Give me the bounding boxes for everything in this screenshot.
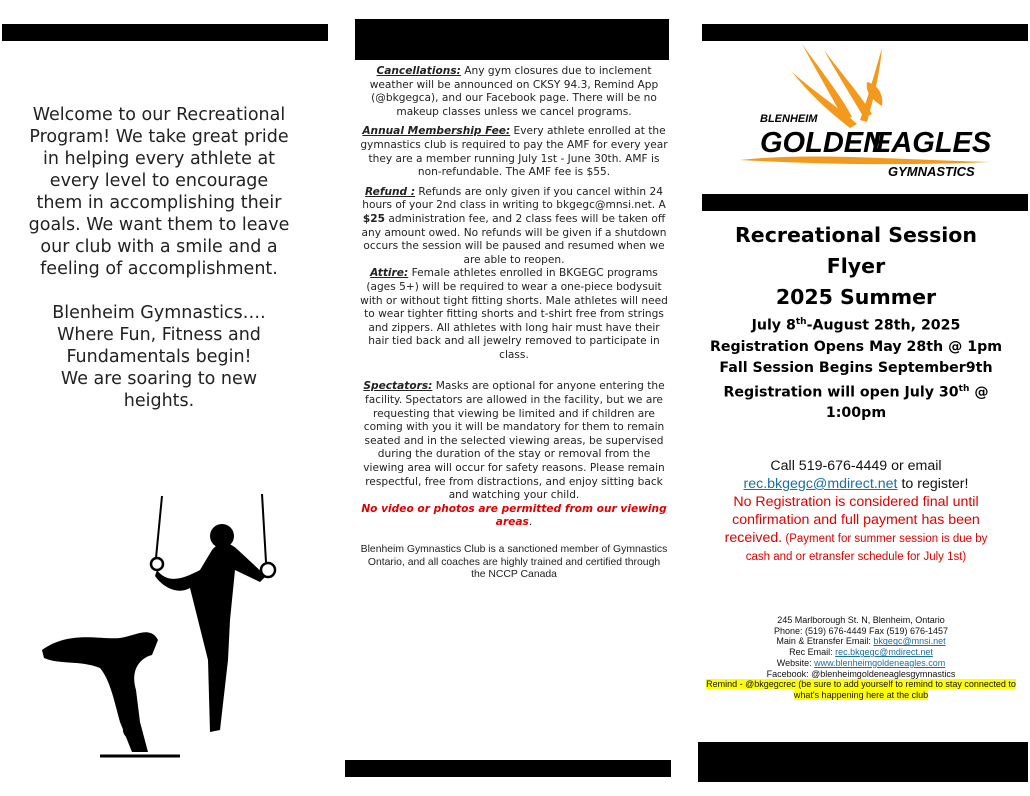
phone-fax-line: Phone: (519) 676-4449 Fax (519) 676-1457 — [773, 625, 949, 636]
call-text: Call 519-676-4449 or email — [770, 458, 942, 474]
etransfer-line: Main & Etransfer Email: bkgegc@mnsi.net — [776, 636, 946, 647]
welcome-panel — [28, 104, 290, 412]
slogan-line-2: Where Fun, Fitness and Fundamentals begin! — [57, 325, 261, 367]
fall-session-begins: Fall Session Begins September9th — [719, 359, 993, 376]
attire-paragraph — [360, 267, 668, 362]
facebook-line: Facebook: @blenheimgoldeneaglesgymnastics — [766, 668, 956, 679]
club-footer: Blenheim Gymnastics Club is a sanctioned member of Gymnastics Ontario, and all coaches are highly trained and certified through the NCCP Canada — [360, 544, 668, 580]
amf-paragraph — [360, 125, 668, 179]
no-video-paragraph — [360, 503, 668, 530]
welcome-text: Welcome to our Recreational Program! We take great pride in helping every athlete at every level to encourage them in accomplishing their goals. We want them to leave our club with a smile and a feeling of accomplishment. — [28, 105, 290, 279]
etransfer-email-link[interactable]: bkgegc@mnsi.net — [873, 636, 946, 647]
spectators-text: Masks are optional for anyone entering the facility. Spectators are allowed in the facility, but we are requesting that viewing be limited and if children are coming with you it will be mandatory for them to remain seated and in the selected viewing areas, be supervised during the duration of the stay or removal from the viewing area will occur for safety reasons. Please remain respectful, free from distractions, and enjoy sitting back and watching your child. — [363, 380, 665, 502]
website-link[interactable]: www.blenheimgoldeneagles.com — [814, 657, 946, 668]
contact-info — [716, 457, 996, 565]
refund-heading: Refund : — [365, 185, 416, 198]
top-bar-right — [702, 24, 1028, 41]
title-line-1: Recreational Session — [735, 223, 977, 247]
logo-bar-right — [702, 194, 1028, 211]
amf-heading: Annual Membership Fee: — [362, 125, 511, 138]
logo-eagles: EAGLES — [872, 127, 992, 159]
flyer-title — [706, 220, 1006, 313]
attire-heading: Attire: — [370, 267, 409, 280]
refund-paragraph — [360, 186, 668, 268]
top-bar-middle — [355, 19, 669, 60]
title-line-2: Flyer — [826, 254, 886, 278]
title-line-3: 2025 Summer — [775, 285, 937, 309]
remind-line: Remind - @bkgegcrec (be sure to add yourself to remind to stay connected to what's happening here at the club — [706, 679, 1016, 700]
refund-fee: $25 — [362, 212, 385, 225]
bottom-bar-middle — [345, 760, 671, 777]
gymnasts-silhouette-image — [40, 490, 290, 762]
golden-eagles-logo — [732, 42, 994, 192]
call-email-line: rec.bkgegc@mdirect.net to register! — [743, 476, 969, 492]
rec-email-link[interactable]: rec.bkgegc@mdirect.net — [743, 476, 898, 492]
slogan-line-3: We are soaring to new heights. — [60, 369, 258, 411]
fall-registration: Registration will open July 30th @ 1:00pm — [723, 383, 989, 422]
session-info — [706, 312, 1006, 424]
logo-golden: GOLDEN — [760, 127, 885, 159]
cancellations-paragraph — [360, 65, 668, 119]
no-video-text: No video or photos are permitted from our viewing areas — [361, 502, 667, 529]
refund-text-2: administration fee, and 2 class fees will be taken off any amount owed. No refunds will be given if a shutdown occurs the session will be paused and resumed when we are able to reopen. — [361, 212, 667, 266]
logo-gymnastics: GYMNASTICS — [888, 164, 975, 179]
session-dates: July 8th-August 28th, 2025 — [751, 317, 961, 334]
refund-text-1: Refunds are only given if you cancel within 24 hours of your 2nd class in writing to bkgegc@mnsi.net. A — [362, 185, 666, 212]
address-line: 245 Marlborough St. N, Blenheim, Ontario — [777, 615, 945, 625]
registration-opens: Registration Opens May 28th @ 1pm — [709, 338, 1003, 355]
attire-text: Female athletes enrolled in BKGEGC programs (ages 5+) will be required to wear a one-piece bodysuit with or without tight fitting shorts. Male athletes will need to wear tighter fitting shorts and t-shirt free from strings and zippers. All athletes with long hair must have their hair tied back and all jewelry removed to participate in class. — [360, 267, 668, 361]
no-video-period: . — [528, 516, 533, 529]
registration-warning: No Registration is considered final until confirmation and full payment has been received. (Payment for summer session is due by cash and or etransfer schedule for July 1st) — [724, 494, 988, 563]
amf-text: Every athlete enrolled at the gymnastics club is required to pay the AMF for every year they are a member running July 1st - June 30th. AMF is non-refundable. The AMF fee is $55. — [360, 125, 668, 179]
rec-email-line: Rec Email: rec.bkgegc@mdirect.net — [789, 647, 933, 658]
slogan-line-1: Blenheim Gymnastics…. — [52, 303, 266, 323]
website-line: Website: www.blenheimgoldeneagles.com — [776, 657, 946, 668]
policies-panel — [360, 65, 668, 588]
spectators-paragraph — [360, 380, 668, 502]
payment-note: (Payment for summer session is due by cash and or etransfer schedule for July 1st) — [745, 533, 988, 563]
cancellations-text: Any gym closures due to inclement weather will be announced on CKSY 94.3, Remind App (@bkgegca), and our Facebook page. There will be no makeup classes unless we cancel programs. — [369, 65, 659, 118]
rec-email-link-small[interactable]: rec.bkgegc@mdirect.net — [835, 647, 933, 658]
club-address-block — [706, 615, 1016, 701]
top-bar-left — [2, 24, 328, 41]
cancellations-heading: Cancellations: — [376, 65, 461, 77]
logo-blenheim: BLENHEIM — [760, 113, 818, 125]
spectators-heading: Spectators: — [363, 380, 433, 393]
bottom-bar-right — [698, 742, 1028, 782]
